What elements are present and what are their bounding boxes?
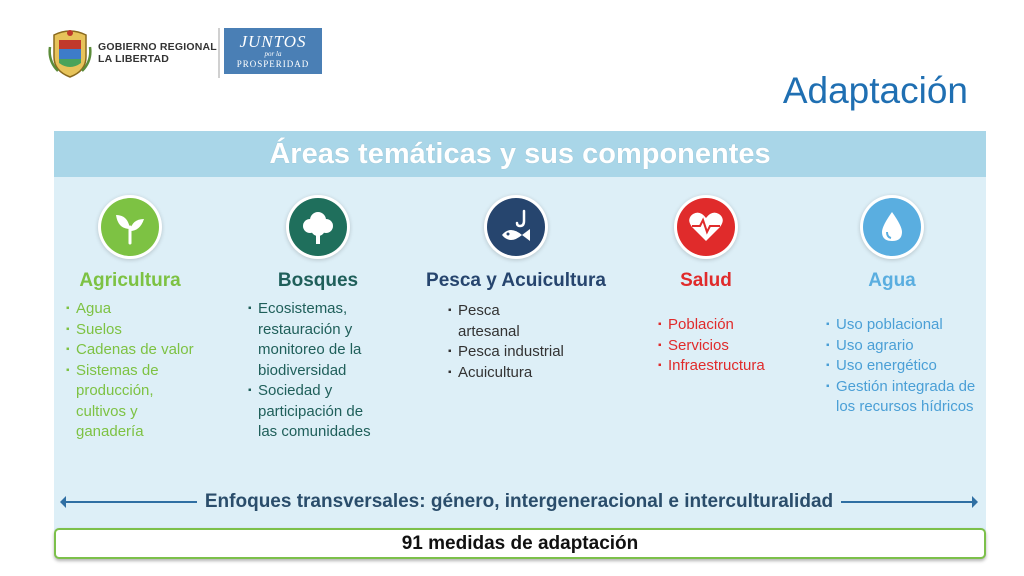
area-title: Salud [680, 270, 732, 291]
area-title: Bosques [277, 270, 359, 291]
transversal-text: Enfoques transversales: género, intergeneracional e interculturalidad [204, 491, 834, 512]
list-item: ▪ Pesca artesanal [448, 301, 528, 342]
measures-count: 91 medidas de adaptación [401, 532, 639, 554]
area-items [248, 299, 383, 443]
org-name: GOBIERNO REGIONAL LA LIBERTAD [98, 41, 217, 65]
coat-of-arms-icon [48, 27, 92, 79]
list-item: ▪ Infraestructura [658, 356, 793, 377]
area-items [448, 301, 578, 383]
list-item: ▪ Suelos [66, 320, 216, 341]
area-pesca [426, 198, 606, 383]
list-item: ▪ Cadenas de valor [66, 340, 216, 361]
area-salud [616, 198, 796, 377]
list-item: ▪ Pesca industrial [448, 342, 578, 363]
list-item: ▪ Ecosistemas, restauración y monitoreo de la biodiversidad [248, 299, 383, 381]
area-title: Agua [868, 270, 916, 291]
juntos-logo [218, 28, 326, 78]
area-agua [802, 198, 982, 418]
list-item: ▪ Uso energético [826, 356, 976, 377]
area-items [66, 299, 216, 443]
transversal-approaches [60, 490, 978, 514]
fish-hook-icon [487, 198, 545, 256]
list-item: ▪ Sistemas de producción, cultivos y ganadería [66, 361, 176, 443]
measures-count-box [54, 528, 986, 559]
page-title: Adaptación [782, 70, 968, 111]
left-arrow-icon [66, 501, 197, 503]
area-items [658, 315, 793, 377]
panel-header [54, 131, 986, 177]
area-agricultura [40, 198, 220, 443]
list-item: ▪ Agua [66, 299, 216, 320]
list-item: ▪ Gestión integrada de los recursos hídricos [826, 377, 976, 418]
sprout-icon [101, 198, 159, 256]
water-drop-icon [863, 198, 921, 256]
list-item: ▪ Acuicultura [448, 363, 578, 384]
slogan-word-2: por la [264, 49, 282, 58]
area-title: Pesca y Acuicultura [426, 270, 606, 291]
list-item: ▪ Servicios [658, 336, 793, 357]
right-arrow-icon [841, 501, 972, 503]
heart-pulse-icon [677, 198, 735, 256]
area-bosques [228, 198, 408, 443]
list-item: ▪ Sociedad y participación de las comunidades [248, 381, 383, 443]
area-title: Agricultura [79, 270, 181, 291]
list-item: ▪ Población [658, 315, 793, 336]
slogan-word-3: PROSPERIDAD [236, 58, 310, 69]
panel-heading: Áreas temáticas y sus componentes [269, 137, 771, 170]
list-item: ▪ Uso poblacional [826, 315, 976, 336]
tree-icon [289, 198, 347, 256]
list-item: ▪ Uso agrario [826, 336, 976, 357]
area-items [826, 315, 976, 418]
regional-government-logo [48, 26, 217, 80]
slogan-word-1: JUNTOS [239, 31, 307, 51]
